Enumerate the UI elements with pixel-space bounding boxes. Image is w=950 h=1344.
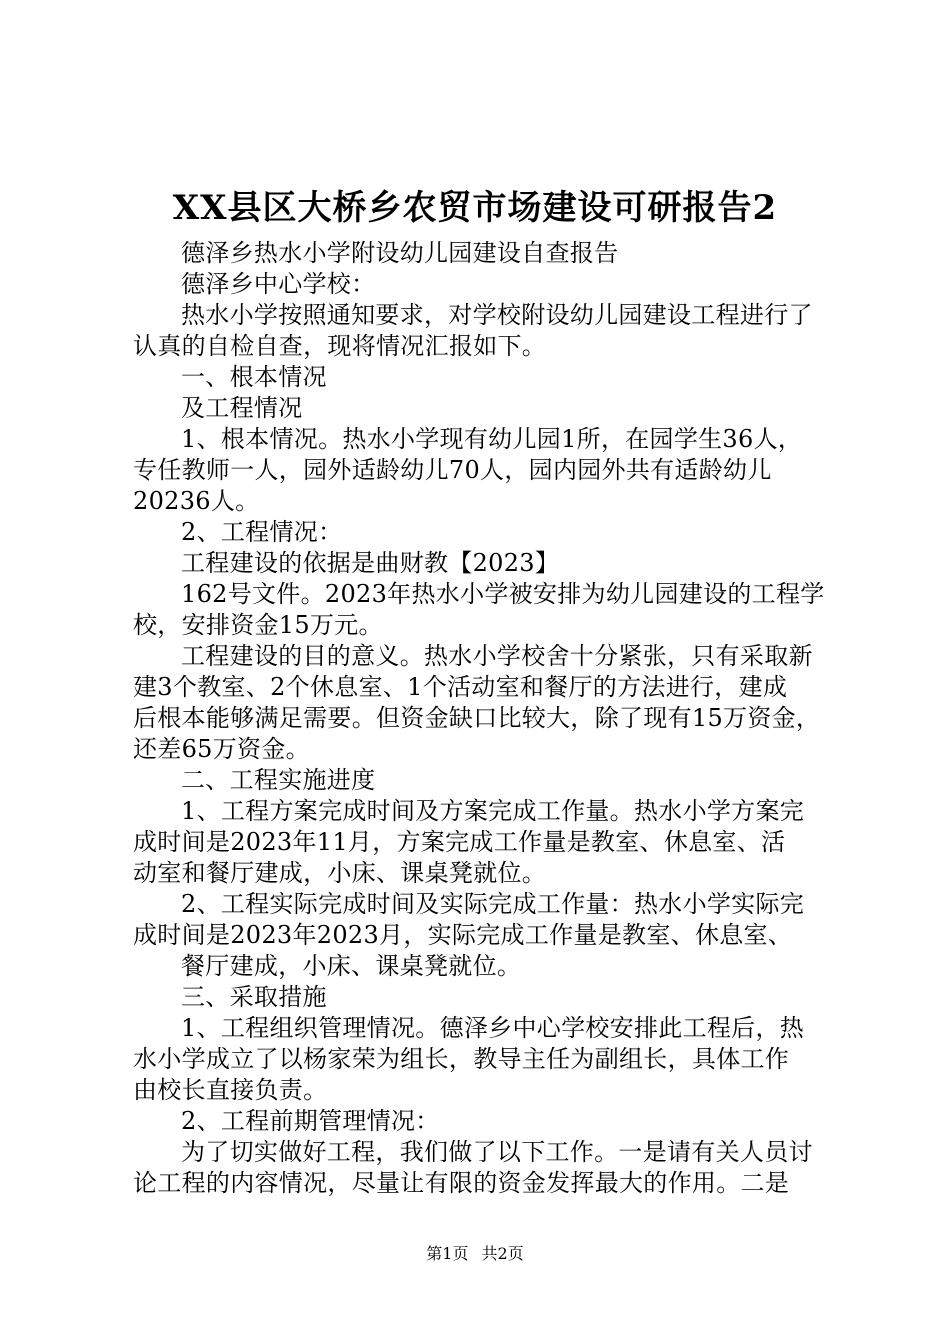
- paragraph-line: 成时间是2023年2023月，实际完成工作量是教室、休息室、: [133, 921, 793, 949]
- paragraph-line: 1、工程组织管理情况。德泽乡中心学校安排此工程后，热: [181, 1014, 805, 1042]
- page-number-total: 共2页: [481, 1244, 524, 1263]
- paragraph-line: 1、工程方案完成时间及方案完成工作量。热水小学方案完: [181, 797, 805, 825]
- paragraph-line: 水小学成立了以杨家荣为组长，教导主任为副组长，具体工作: [133, 1045, 790, 1073]
- section-heading: 二、工程实施进度: [181, 766, 376, 794]
- section-heading: 三、采取措施: [181, 983, 327, 1011]
- paragraph-line: 认真的自检自查，现将情况汇报如下。: [133, 332, 547, 360]
- paragraph-line: 工程建设的依据是曲财教【2023】: [181, 549, 560, 577]
- paragraph-line: 建3个教室、2个休息室、1个活动室和餐厅的方法进行，建成: [133, 673, 788, 701]
- paragraph-line: 为了切实做好工程，我们做了以下工作。一是请有关人员讨: [181, 1138, 813, 1166]
- salutation-line: 德泽乡中心学校：: [181, 270, 376, 298]
- document-title: XX县区大桥乡农贸市场建设可研报告2: [172, 188, 778, 228]
- paragraph-line: 成时间是2023年11月，方案完成工作量是教室、休息室、活: [133, 828, 786, 856]
- paragraph-line: 162号文件。2023年热水小学被安排为幼儿园建设的工程学: [181, 580, 825, 608]
- paragraph-line: 2、工程实际完成时间及实际完成工作量：热水小学实际完: [181, 890, 805, 918]
- paragraph-line: 工程建设的目的意义。热水小学校舍十分紧张，只有采取新: [181, 642, 813, 670]
- paragraph-line: 论工程的内容情况，尽量让有限的资金发挥最大的作用。二是: [133, 1169, 790, 1197]
- document-body: [133, 238, 833, 1199]
- paragraph-line: 20236人。: [133, 487, 260, 515]
- subtitle-line: 德泽乡热水小学附设幼儿园建设自查报告: [181, 239, 619, 267]
- paragraph-line: 专任教师一人，园外适龄幼儿70人，园内园外共有适龄幼儿: [133, 456, 772, 484]
- paragraph-line: 热水小学按照通知要求，对学校附设幼儿园建设工程进行了: [181, 301, 813, 329]
- paragraph-line: 后根本能够满足需要。但资金缺口比较大，除了现有15万资金，: [133, 704, 821, 732]
- paragraph-line: 2、工程情况：: [181, 518, 343, 546]
- paragraph-line: 及工程情况: [181, 394, 303, 422]
- page-number-current: 第1页: [426, 1244, 469, 1263]
- page-footer: [0, 1244, 950, 1264]
- paragraph-line: 由校长直接负责。: [133, 1076, 328, 1104]
- paragraph-line: 还差65万资金。: [133, 735, 310, 763]
- paragraph-line: 动室和餐厅建成，小床、课桌凳就位。: [133, 859, 547, 887]
- paragraph-line: 校，安排资金15万元。: [133, 611, 383, 639]
- paragraph-line: 1、根本情况。热水小学现有幼儿园1所，在园学生36人，: [181, 425, 803, 453]
- paragraph-line: 餐厅建成，小床、课桌凳就位。: [181, 952, 522, 980]
- section-heading: 一、根本情况: [181, 363, 327, 391]
- paragraph-line: 2、工程前期管理情况：: [181, 1107, 440, 1135]
